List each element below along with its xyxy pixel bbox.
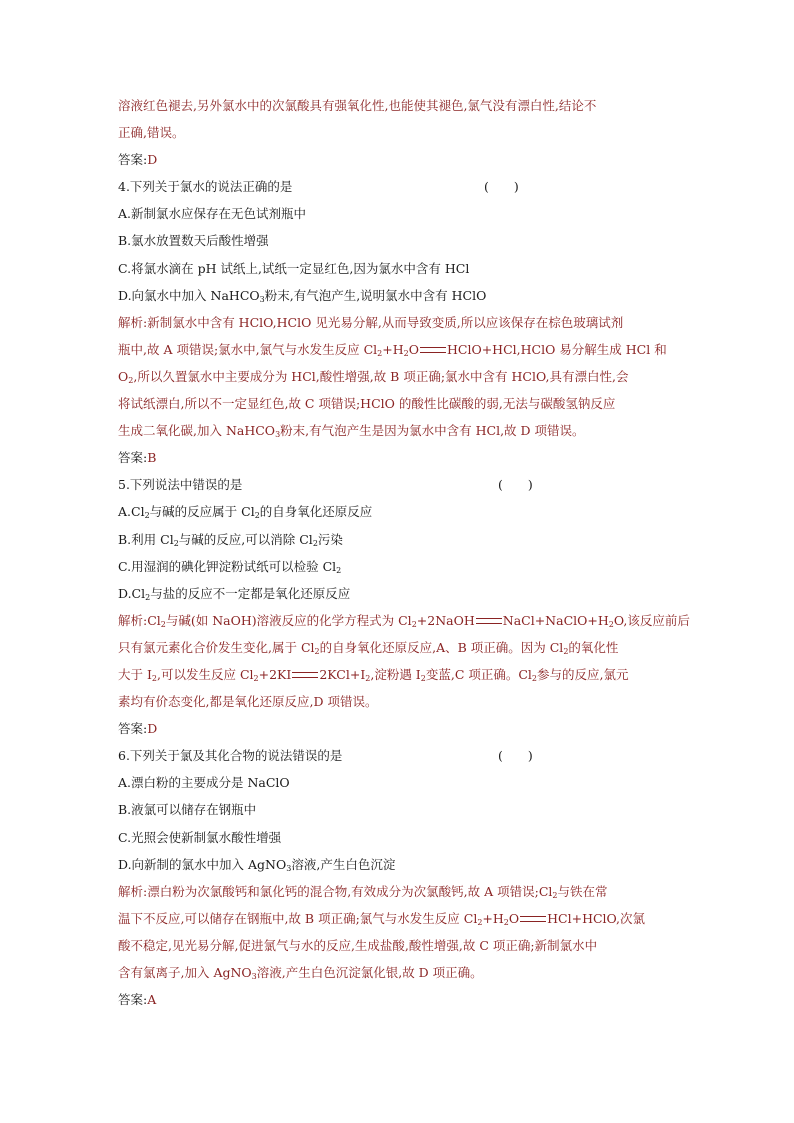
equals-sign (292, 672, 318, 678)
explanation-line: $O_2$,所以久置氯水中主要成分为 HCl,酸性增强,故 B 项正确;氯水中含有 HClO,具有漂白性,会 (118, 368, 629, 385)
answer-line: 答案:B (118, 450, 157, 466)
answer-value: D (147, 152, 158, 168)
question-4-stem: 4.下列关于氯水的说法正确的是 ( ) (118, 173, 678, 200)
explanation-line: 解析$:Cl_2$与碱(如 NaOH)溶液反应的化学方程式为 $Cl_2+2NaOH$ $NaCl+NaClO+H_2O$,该反应前后 (118, 612, 690, 629)
option-c: C.用湿润的碘化钾淀粉试纸可以检验 $Cl_2$ (118, 558, 342, 575)
explanation-line: 解析:漂白粉为次氯酸钙和氯化钙的混合物,有效成分为次氯酸钙,故 A 项错误$;Cl_2$与铁在常 (118, 883, 608, 900)
option-c: C.将氯水滴在 pH 试纸上,试纸一定显红色,因为氯水中含有 HCl (118, 260, 470, 276)
explanation-line: 瓶中,故 A 项错误;氯水中,氯气与水发生反应 $Cl_2+H_2O$ HClO+HCl,HClO 易分解生成 HCl 和 (118, 341, 667, 358)
option-a: $A.Cl_2$与碱的反应属于 $Cl_2$的自身氧化还原反应 (118, 504, 373, 521)
option-c: C.光照会使新制氯水酸性增强 (118, 829, 282, 845)
answer-blank: ( ) (498, 748, 533, 764)
answer-blank: ( ) (498, 477, 533, 493)
option-b: B.氯水放置数天后酸性增强 (118, 233, 269, 249)
explanation-line: 大于 $I_2$,可以发生反应 $Cl_2+2KI$ $2KCl+I_2$,淀粉遇 $I_2$变蓝,C 项正确。$Cl_2$参与的反应,氯元 (118, 666, 629, 683)
explanation-line: 酸不稳定,见光易分解,促进氯气与水的反应,生成盐酸,酸性增强,故 C 项正确;新制氯水中 (118, 937, 598, 953)
equals-sign (520, 916, 546, 922)
document-page (118, 92, 690, 1013)
answer-value: A (147, 992, 157, 1008)
explanation-line: 素均有价态变化,都是氧化还原反应,D 项错误。 (118, 694, 378, 710)
option-a: A.漂白粉的主要成分是 NaClO (118, 775, 290, 791)
answer-line: 答案:D (118, 721, 158, 737)
answer-value: D (147, 721, 158, 737)
explanation-line: 含有氯离子,加入 AgNO$_3$溶液,产生白色沉淀氯化银,故 D 项正确。 (118, 965, 483, 981)
answer-line: 答案:A (118, 992, 157, 1008)
option-b: B.液氯可以储存在钢瓶中 (118, 802, 257, 818)
option-a: A.新制氯水应保存在无色试剂瓶中 (118, 206, 307, 222)
answer-value: B (147, 450, 157, 466)
equals-sign (420, 347, 446, 353)
explanation-line: 温下不反应,可以储存在钢瓶中,故 B 项正确;氯气与水发生反应 $Cl_2+H_2O$ HCl+HClO,次氯 (118, 910, 646, 927)
explanation-line: 将试纸漂白,所以不一定显红色,故 C 项错误;HClO 的酸性比碳酸的弱,无法与碳酸氢钠反应 (118, 396, 616, 412)
explanation-line: 解析:新制氯水中含有 HClO,HClO 见光易分解,从而导致变质,所以应该保存在棕色玻璃试剂 (118, 314, 624, 330)
option-d: $D.Cl_2$与盐的反应不一定都是氧化还原反应 (118, 585, 351, 602)
explanation-line: 只有氯元素化合价发生变化,属于 $Cl_2$的自身氧化还原反应,A、B 项正确。因为 $Cl_2$的氧化性 (118, 639, 619, 656)
explanation-line: 生成二氧化碳,加入 NaHCO$_3$粉末,有气泡产生是因为氯水中含有 HCl,故 D 项错误。 (118, 423, 585, 440)
answer-blank: ( ) (484, 179, 519, 195)
answer-line: 答案:D (118, 152, 158, 168)
question-6-stem: 6.下列关于氯及其化合物的说法错误的是 ( ) (118, 742, 678, 769)
option-b: B.利用 $Cl_2$与碱的反应,可以消除 $Cl_2$污染 (118, 531, 343, 548)
option-d: D.向新制的氯水中加入 AgNO$_3$溶液,产生白色沉淀 (118, 856, 396, 873)
explanation-line: 正确,错误。 (118, 125, 185, 141)
explanation-line: 溶液红色褪去,另外氯水中的次氯酸具有强氧化性,也能使其褪色,氯气没有漂白性,结论不 (118, 98, 597, 113)
option-d: D.向氯水中加入 NaHCO$_3$粉末,有气泡产生,说明氯水中含有 HClO (118, 287, 487, 304)
question-5-stem: 5.下列说法中错误的是 ( ) (118, 471, 678, 498)
equals-sign (476, 618, 502, 624)
